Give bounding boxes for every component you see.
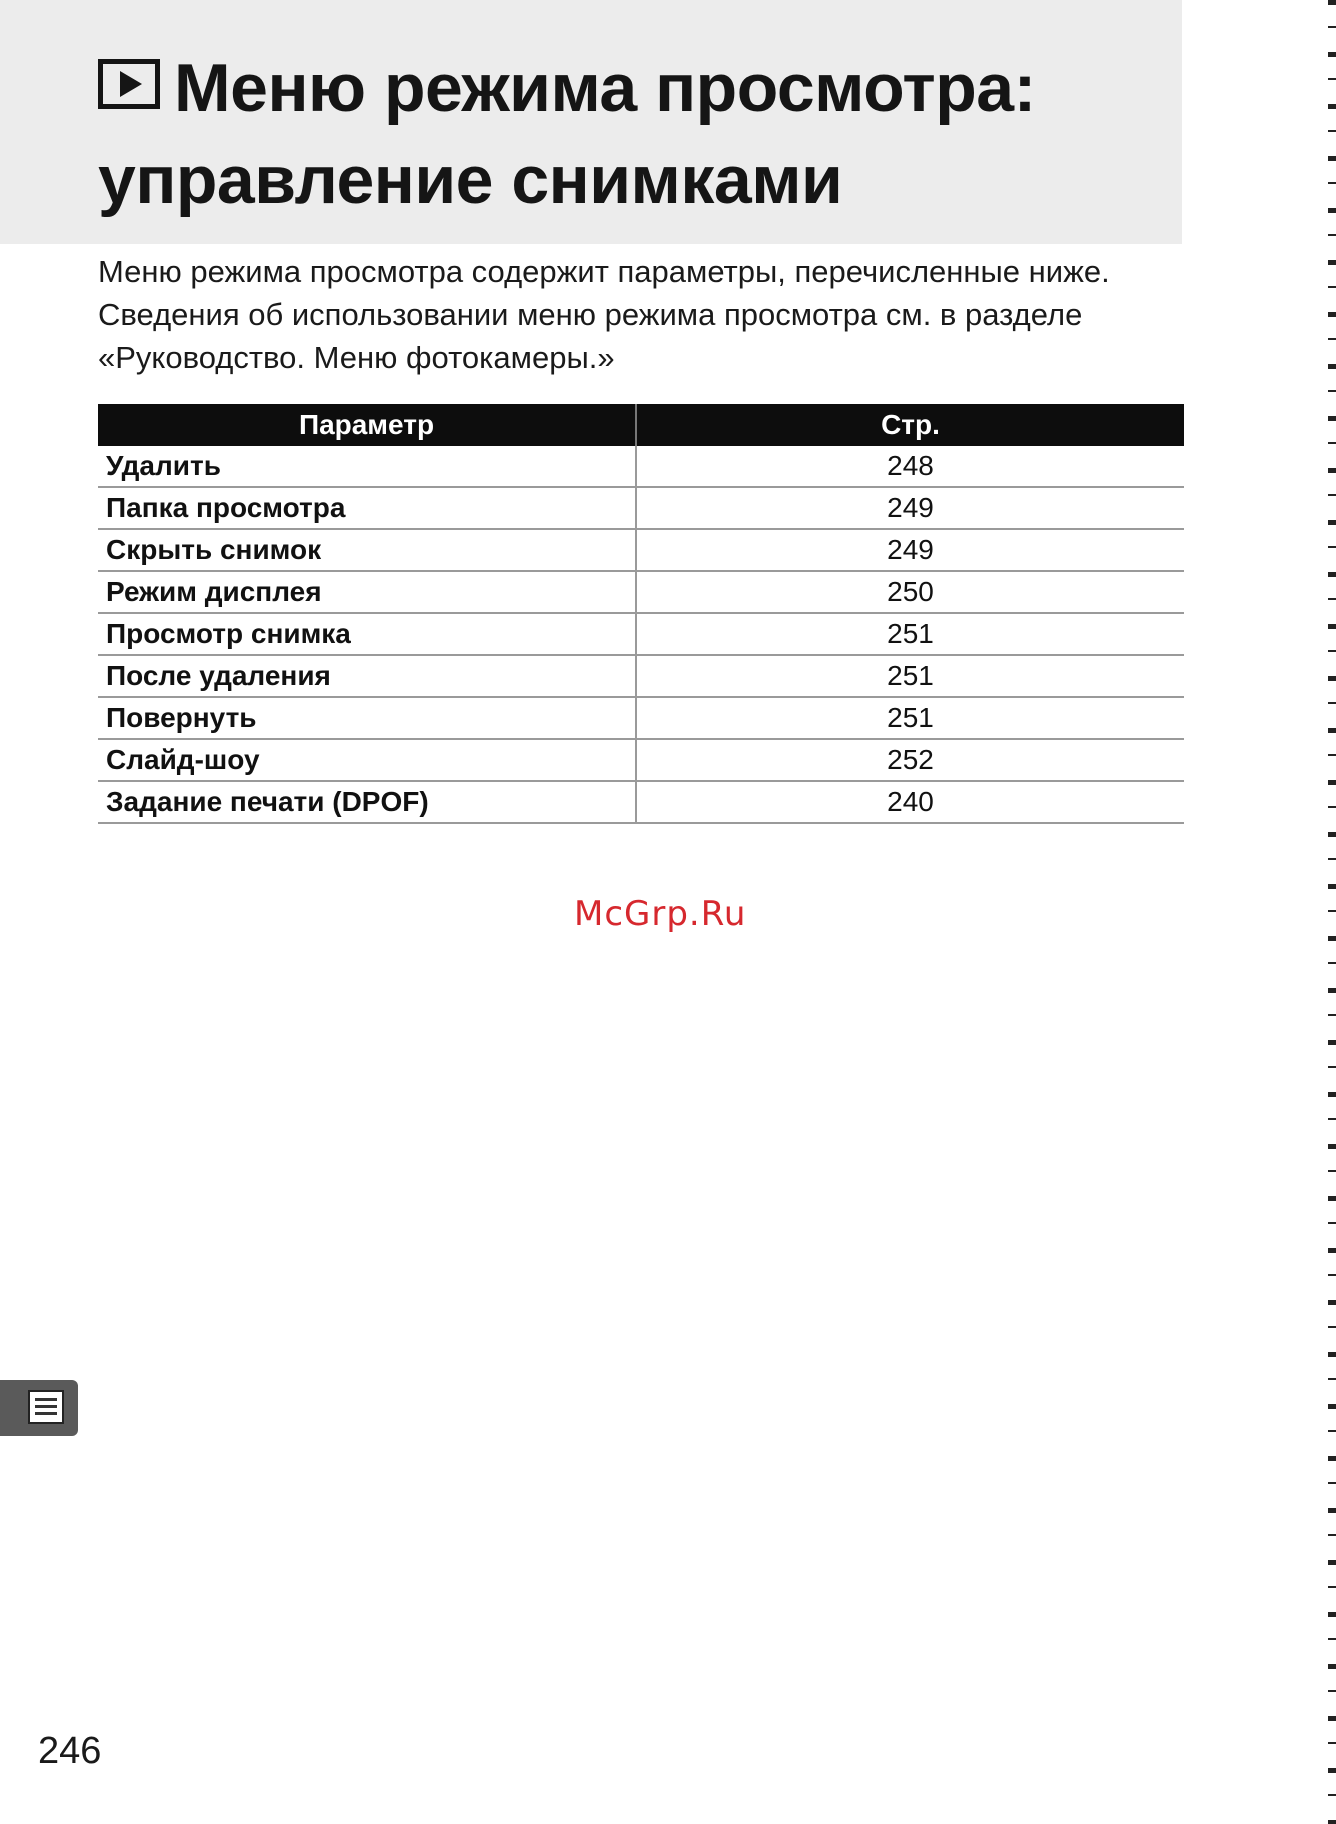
page-title bbox=[98, 42, 1158, 226]
table-row bbox=[98, 446, 1184, 487]
param-page: 250 bbox=[636, 571, 1184, 613]
param-page: 240 bbox=[636, 781, 1184, 823]
param-page: 248 bbox=[636, 446, 1184, 487]
param-name: Просмотр снимка bbox=[98, 613, 636, 655]
param-page: 251 bbox=[636, 697, 1184, 739]
table-row bbox=[98, 571, 1184, 613]
param-page: 249 bbox=[636, 487, 1184, 529]
param-name: После удаления bbox=[98, 655, 636, 697]
table-row bbox=[98, 529, 1184, 571]
parameters-table bbox=[98, 404, 1184, 824]
header-page: Стр. bbox=[636, 404, 1184, 446]
menu-list-icon bbox=[28, 1390, 64, 1424]
param-name: Повернуть bbox=[98, 697, 636, 739]
intro-paragraph: Меню режима просмотра содержит параметры, перечисленные ниже. Сведения об использовании меню режима просмотра см. в разделе «Руководство. Меню фотокамеры.» bbox=[98, 254, 1110, 375]
table-row bbox=[98, 697, 1184, 739]
param-name: Удалить bbox=[98, 446, 636, 487]
playback-icon bbox=[98, 59, 160, 109]
table-row bbox=[98, 487, 1184, 529]
param-name: Слайд-шоу bbox=[98, 739, 636, 781]
table-row bbox=[98, 739, 1184, 781]
param-name: Режим дисплея bbox=[98, 571, 636, 613]
table-row bbox=[98, 613, 1184, 655]
param-page: 251 bbox=[636, 655, 1184, 697]
table-header-row bbox=[98, 404, 1184, 446]
header-param: Параметр bbox=[98, 404, 636, 446]
table-row bbox=[98, 655, 1184, 697]
watermark-text: McGrp.Ru bbox=[574, 894, 747, 934]
page-title-text: Меню режима просмотра: управление снимками bbox=[98, 50, 1036, 218]
param-page: 251 bbox=[636, 613, 1184, 655]
param-page: 249 bbox=[636, 529, 1184, 571]
param-page: 252 bbox=[636, 739, 1184, 781]
table-row bbox=[98, 781, 1184, 823]
page-edge bbox=[1328, 0, 1336, 1824]
param-name: Задание печати (DPOF) bbox=[98, 781, 636, 823]
param-name: Папка просмотра bbox=[98, 487, 636, 529]
page-number: 246 bbox=[38, 1730, 102, 1772]
param-name: Скрыть снимок bbox=[98, 529, 636, 571]
section-tab bbox=[0, 1380, 78, 1436]
